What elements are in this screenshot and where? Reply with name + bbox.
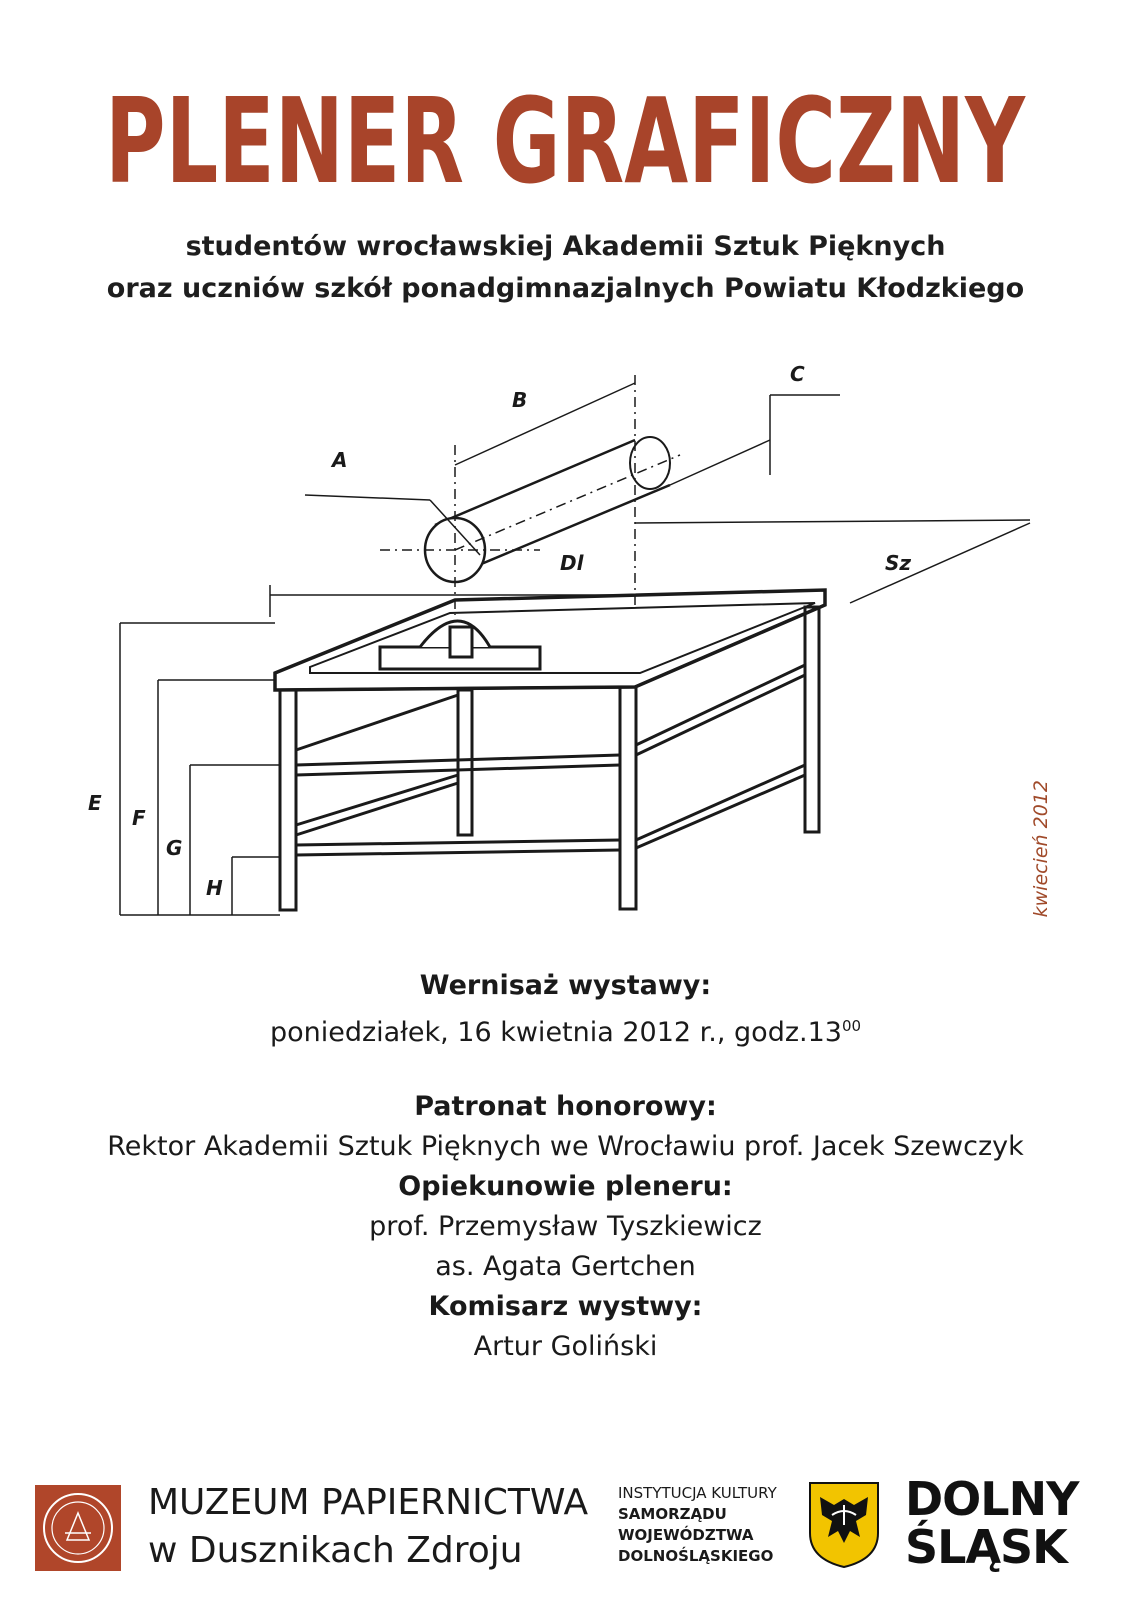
- vernissage-date-text: poniedziałek, 16 kwietnia 2012 r., godz.13: [269, 1017, 842, 1048]
- institution-line-1: INSTYTUCJA KULTURY: [618, 1484, 777, 1502]
- guardians-heading: Opiekunowie pleneru:: [398, 1171, 733, 1202]
- subtitle-line-2: oraz uczniów szkół ponadgimnazjalnych Powiatu Kłodzkiego: [106, 273, 1025, 304]
- drawing-label-f: F: [132, 806, 146, 830]
- region-logo-line-1: DOLNY: [905, 1472, 1079, 1526]
- table-leg-back-left: [458, 690, 472, 835]
- drawing-label-e: E: [88, 791, 102, 815]
- drawing-label-g: G: [166, 836, 183, 860]
- museum-name-line-2: w Dusznikach Zdroju: [148, 1530, 523, 1571]
- museum-name-line-1: MUZEUM PAPIERNICTWA: [148, 1482, 589, 1523]
- commissioner-heading: Komisarz wystwy:: [428, 1291, 703, 1322]
- vernissage-heading: Wernisaż wystawy:: [419, 970, 712, 1001]
- institution-line-4: DOLNOŚLĄSKIEGO: [618, 1547, 774, 1565]
- subtitle: [0, 226, 1131, 310]
- poster-title: [0, 72, 1131, 222]
- poster-title-text: PLENER GRAFICZNY: [105, 72, 1027, 210]
- drawing-label-sz: Sz: [885, 551, 912, 575]
- museum-name: [148, 1479, 588, 1575]
- drawing-label-h: H: [206, 876, 223, 900]
- subtitle-line-1: studentów wrocławskiej Akademii Sztuk Pięknych: [185, 231, 946, 262]
- museum-seal-icon: [35, 1485, 121, 1571]
- drawing-label-dl: Dl: [560, 551, 584, 575]
- institution-line-3: WOJEWÓDZTWA: [618, 1526, 754, 1544]
- table-leg-back-right: [805, 607, 819, 832]
- region-logo-line-2: ŚLĄSK: [905, 1520, 1067, 1574]
- guardian-2: as. Agata Gertchen: [435, 1251, 696, 1282]
- table-leg-front-left: [280, 690, 296, 910]
- vernissage-date: [0, 1006, 1131, 1053]
- vernissage-block: [0, 966, 1131, 1053]
- footer: [0, 1472, 1131, 1585]
- drawing-label-a: A: [332, 448, 348, 472]
- technical-drawing: [80, 355, 1060, 955]
- vertical-date: kwiecień 2012: [1030, 780, 1052, 918]
- patronage-heading: Patronat honorowy:: [414, 1091, 717, 1122]
- institution-line-2: SAMORZĄDU: [618, 1505, 727, 1523]
- credits-block: [0, 1087, 1131, 1367]
- coat-of-arms-icon: [808, 1481, 880, 1569]
- museum-logo: [35, 1485, 121, 1571]
- vernissage-minutes: 00: [841, 1017, 862, 1035]
- table-leg-front-right: [620, 687, 636, 909]
- patronage-text: Rektor Akademii Sztuk Pięknych we Wrocławiu prof. Jacek Szewczyk: [107, 1131, 1024, 1162]
- drawing-label-c: C: [790, 362, 805, 386]
- region-logo: [905, 1472, 1079, 1574]
- drawing-label-b: B: [512, 388, 528, 412]
- guardian-1: prof. Przemysław Tyszkiewicz: [369, 1211, 762, 1242]
- institution-text: [618, 1483, 777, 1567]
- commissioner-name: Artur Goliński: [473, 1331, 658, 1362]
